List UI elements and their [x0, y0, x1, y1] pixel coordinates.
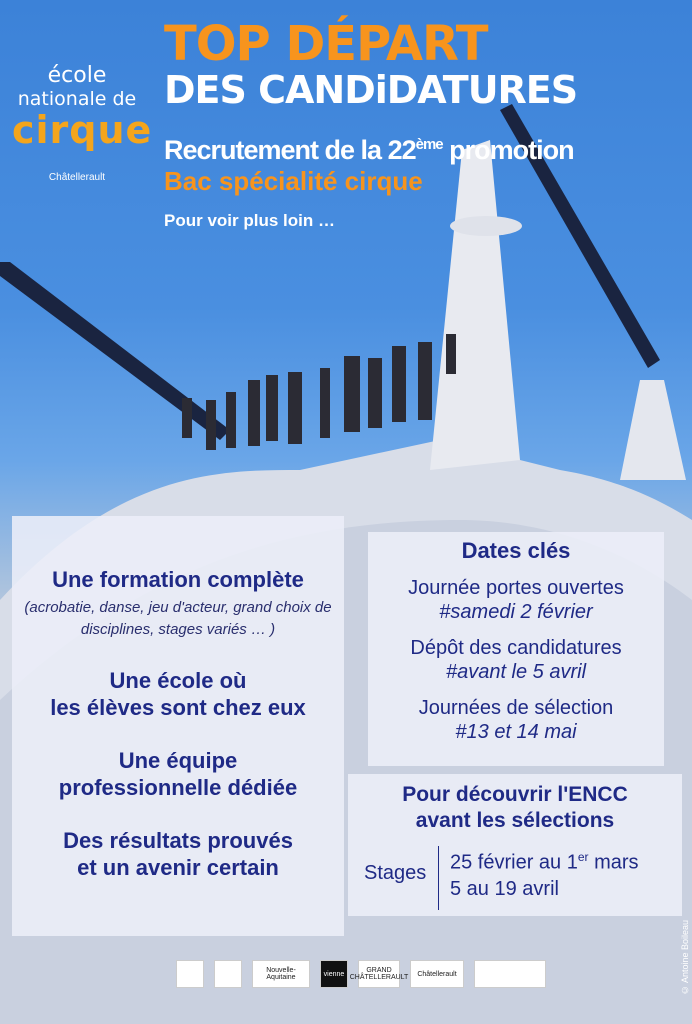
- benefit-title: Une formation complète: [52, 567, 304, 592]
- partner-logos: [176, 960, 546, 988]
- encc-panel: [348, 774, 682, 916]
- bac-line: Bac spécialité cirque: [164, 166, 423, 196]
- date-value: #13 et 14 mai: [455, 721, 577, 743]
- benefit-line: professionnelle dédiée: [58, 775, 298, 800]
- recruit-post: promotion: [442, 135, 574, 165]
- partner-logo-2: [214, 960, 242, 988]
- date-selection: [368, 696, 664, 744]
- benefit-sub: (acrobatie, danse, jeu d'acteur, grand choix de disciplines, stages variés … ): [24, 599, 332, 638]
- truss-left: [0, 262, 230, 440]
- partner-logo-4: vienne: [320, 960, 348, 988]
- encc-title-1: Pour découvrir l'ENCC: [402, 783, 628, 806]
- benefit-training: [12, 566, 344, 645]
- benefit-results: [12, 827, 344, 881]
- recruit-sup: ème: [415, 136, 443, 153]
- date-value: #samedi 2 février: [439, 601, 593, 623]
- partner-logo-7: [474, 960, 546, 988]
- stage-date-1: [450, 850, 639, 875]
- benefit-line: les élèves sont chez eux: [50, 695, 306, 720]
- date-label: Journée portes ouvertes: [408, 577, 624, 599]
- header: [164, 16, 684, 231]
- stages-label: Stages: [364, 862, 427, 884]
- benefit-school: [12, 667, 344, 721]
- benefit-line: et un avenir certain: [77, 855, 279, 880]
- divider: [438, 846, 439, 910]
- d1-sup: er: [577, 850, 589, 864]
- logo-city: Châtellerault: [48, 172, 106, 183]
- headline-top: TOP DÉPART: [164, 16, 488, 72]
- benefit-team: [12, 747, 344, 801]
- headline-bottom: DES CANDiDATURES: [164, 68, 578, 112]
- tagline: Pour voir plus loin …: [164, 211, 335, 230]
- d1-post: mars: [588, 851, 639, 874]
- logo-line-1: école: [47, 63, 107, 88]
- stage-date-2: 5 au 19 avril: [450, 878, 559, 900]
- encc-title-2: avant les sélections: [415, 809, 615, 832]
- logo-line-2: nationale de: [17, 88, 137, 110]
- dates-title: Dates clés: [461, 538, 571, 563]
- key-dates-panel: [368, 532, 664, 766]
- partner-logo-1: [176, 960, 204, 988]
- d1-pre: 25 février au 1: [450, 851, 578, 874]
- benefit-line: Des résultats prouvés: [63, 828, 293, 853]
- date-open-day: [368, 576, 664, 624]
- date-label: Dépôt des candidatures: [410, 637, 622, 659]
- benefit-line: Une école où: [109, 668, 247, 693]
- partner-logo-6: Châtellerault: [410, 960, 464, 988]
- date-application: [368, 636, 664, 684]
- logo-line-3: cirque: [12, 108, 153, 152]
- partner-logo-5: GRAND CHÂTELLERAULT: [358, 960, 400, 988]
- recruitment-line: [164, 130, 684, 165]
- photo-credit: © Antoine Boileau: [680, 920, 690, 996]
- recruit-pre: Recrutement de la 22: [164, 135, 416, 165]
- date-label: Journées de sélection: [418, 697, 614, 719]
- school-logo: [12, 63, 153, 183]
- benefits-panel: [12, 516, 344, 936]
- partner-logo-3: Nouvelle-Aquitaine: [252, 960, 310, 988]
- benefit-line: Une équipe: [118, 748, 238, 773]
- date-value: #avant le 5 avril: [445, 661, 587, 683]
